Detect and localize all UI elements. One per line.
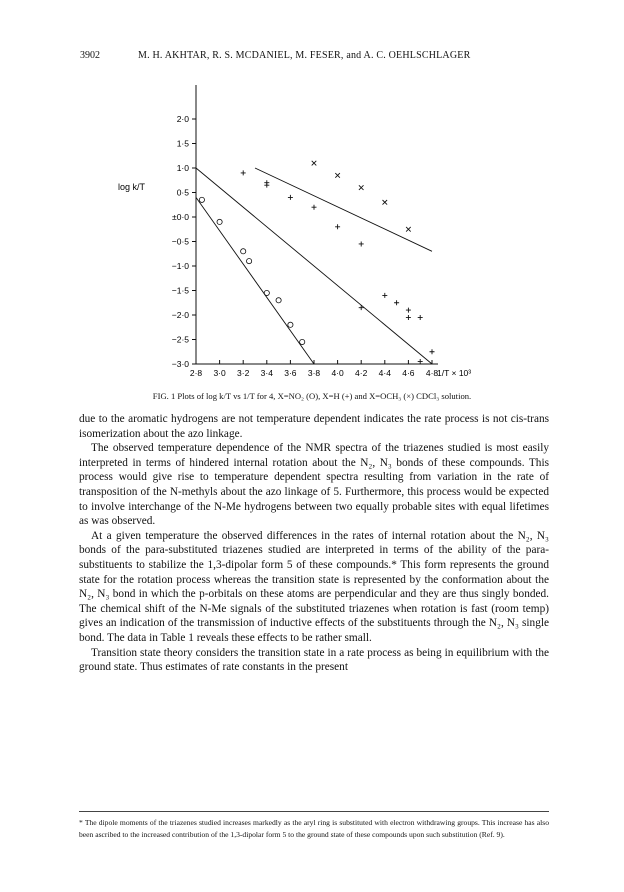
point-circle bbox=[264, 290, 269, 295]
point-plus bbox=[406, 308, 411, 313]
y-tick-label: ±0·0 bbox=[172, 212, 189, 222]
point-circle bbox=[288, 322, 293, 327]
y-tick-label: −1·0 bbox=[171, 261, 189, 271]
point-plus bbox=[264, 183, 269, 188]
fit-line bbox=[196, 197, 314, 364]
point-plus bbox=[241, 170, 246, 175]
point-plus bbox=[394, 300, 399, 305]
point-plus bbox=[418, 359, 423, 364]
paragraph: due to the aromatic hydrogens are not temperature dependent indicates the rate process is not cis-trans isomerization about the azo linkage. bbox=[79, 413, 549, 440]
point-circle bbox=[300, 339, 305, 344]
y-tick-label: −2·5 bbox=[171, 334, 189, 345]
x-tick-label: 4·2 bbox=[355, 368, 368, 378]
figure-caption: FIG. 1 Plots of log k/T vs 1/T for 4, X=NO₂ (O), X=H (+) and X=OCH₃ (×) CDCl₃ solution. bbox=[152, 391, 472, 401]
point-plus bbox=[430, 349, 435, 354]
y-tick-label: 0·5 bbox=[176, 187, 189, 198]
x-tick-label: 3·2 bbox=[237, 368, 250, 378]
point-circle bbox=[276, 298, 281, 303]
point-plus bbox=[382, 293, 387, 298]
paragraph: The observed temperature dependence of the NMR spectra of the triazenes studied is most easily interpreted in terms of hindered internal rotation about the N₂, N₃ bonds of these compounds. This process would give rise to temperature dependent spectra resulting from variation in the rate of transposition of the N-methyls about the azo linkage of 5. Furthermore, this process would be expected to involve interchange of the N-Me hydrogens between two equally probable sites with equal lifetimes as was observed. bbox=[79, 442, 549, 528]
point-circle bbox=[241, 249, 246, 254]
point-cross bbox=[335, 173, 340, 178]
x-tick-label: 2·8 bbox=[189, 368, 203, 378]
x-tick-label: 3·0 bbox=[213, 368, 226, 378]
y-tick-label: −3·0 bbox=[171, 359, 189, 369]
body-text bbox=[79, 412, 549, 675]
y-tick-label: 2·0 bbox=[176, 114, 189, 124]
plot-axes bbox=[192, 85, 438, 364]
x-tick-label: 3·8 bbox=[307, 368, 321, 378]
y-tick-label: −0·5 bbox=[171, 236, 189, 247]
point-plus bbox=[359, 241, 364, 246]
point-plus bbox=[288, 195, 293, 200]
y-axis-label: log k/T bbox=[118, 182, 146, 192]
x-tick-label: 4·4 bbox=[378, 368, 391, 378]
page-number: 3902 bbox=[80, 50, 100, 61]
point-cross bbox=[359, 185, 364, 190]
point-circle bbox=[247, 259, 252, 264]
x-tick-label: 3·4 bbox=[260, 368, 273, 378]
arrhenius-plot bbox=[0, 0, 624, 392]
point-cross bbox=[406, 227, 411, 232]
point-plus bbox=[406, 315, 411, 320]
point-plus bbox=[359, 305, 364, 310]
x-tick-label: 4·0 bbox=[331, 368, 344, 378]
x-tick-label: 4·6 bbox=[402, 368, 415, 378]
point-cross bbox=[312, 161, 317, 166]
footnote-rule bbox=[79, 811, 549, 812]
paragraph: At a given temperature the observed differences in the rates of internal rotation about the N₂, N₃ bonds of the para-substituted triazenes studied are interpreted in terms of the ability of the para-substituents to stabilize the 1,3-dipolar form 5 of these compounds.* This form represents the ground state for the rotation process whereas the transition state is represented by the conformation about the N₂, N₃ bond in which the p-orbitals on these atoms are perpendicular and they are thus singly bonded. The chemical shift of the N-Me signals of the substituted triazenes when rotation is fast (room temp) gives an indication of the transmission of inductive effects of the substituents through the N₂, N₃ single bond. The data in Table 1 reveals these effects to be rather small. bbox=[79, 529, 549, 644]
data-points bbox=[199, 161, 434, 364]
author-line: M. H. AKHTAR, R. S. MCDANIEL, M. FESER, and A. C. OEHLSCHLAGER bbox=[138, 50, 471, 61]
y-tick-label: 1·5 bbox=[176, 138, 189, 149]
y-tick-label: −1·5 bbox=[171, 285, 189, 296]
y-tick-label: −2·0 bbox=[171, 310, 189, 320]
y-tick-label: 1·0 bbox=[176, 163, 189, 173]
tick-labels bbox=[172, 114, 472, 378]
point-circle bbox=[217, 219, 222, 224]
footnote: * The dipole moments of the triazenes studied increases markedly as the aryl ring is substituted with electron withdrawing groups. This increase has also been ascribed to the increased contribution of the 1,3-dipolar form 5 to the ground state of these compounds upon such substitution (Ref. 9). bbox=[79, 818, 549, 839]
fit-lines bbox=[196, 168, 432, 364]
point-cross bbox=[383, 200, 388, 205]
x-axis-label: 1/T × 10³ bbox=[437, 368, 472, 378]
fit-line bbox=[196, 168, 432, 364]
x-tick-label: 4·8 bbox=[425, 368, 439, 378]
point-circle bbox=[199, 197, 204, 202]
x-tick-label: 3·6 bbox=[284, 368, 297, 378]
paragraph: Transition state theory considers the transition state in a rate process as being in equilibrium with the ground state. Thus estimates of rate constants in the present bbox=[79, 646, 549, 674]
point-plus bbox=[312, 205, 317, 210]
point-plus bbox=[418, 315, 423, 320]
point-plus bbox=[335, 224, 340, 229]
